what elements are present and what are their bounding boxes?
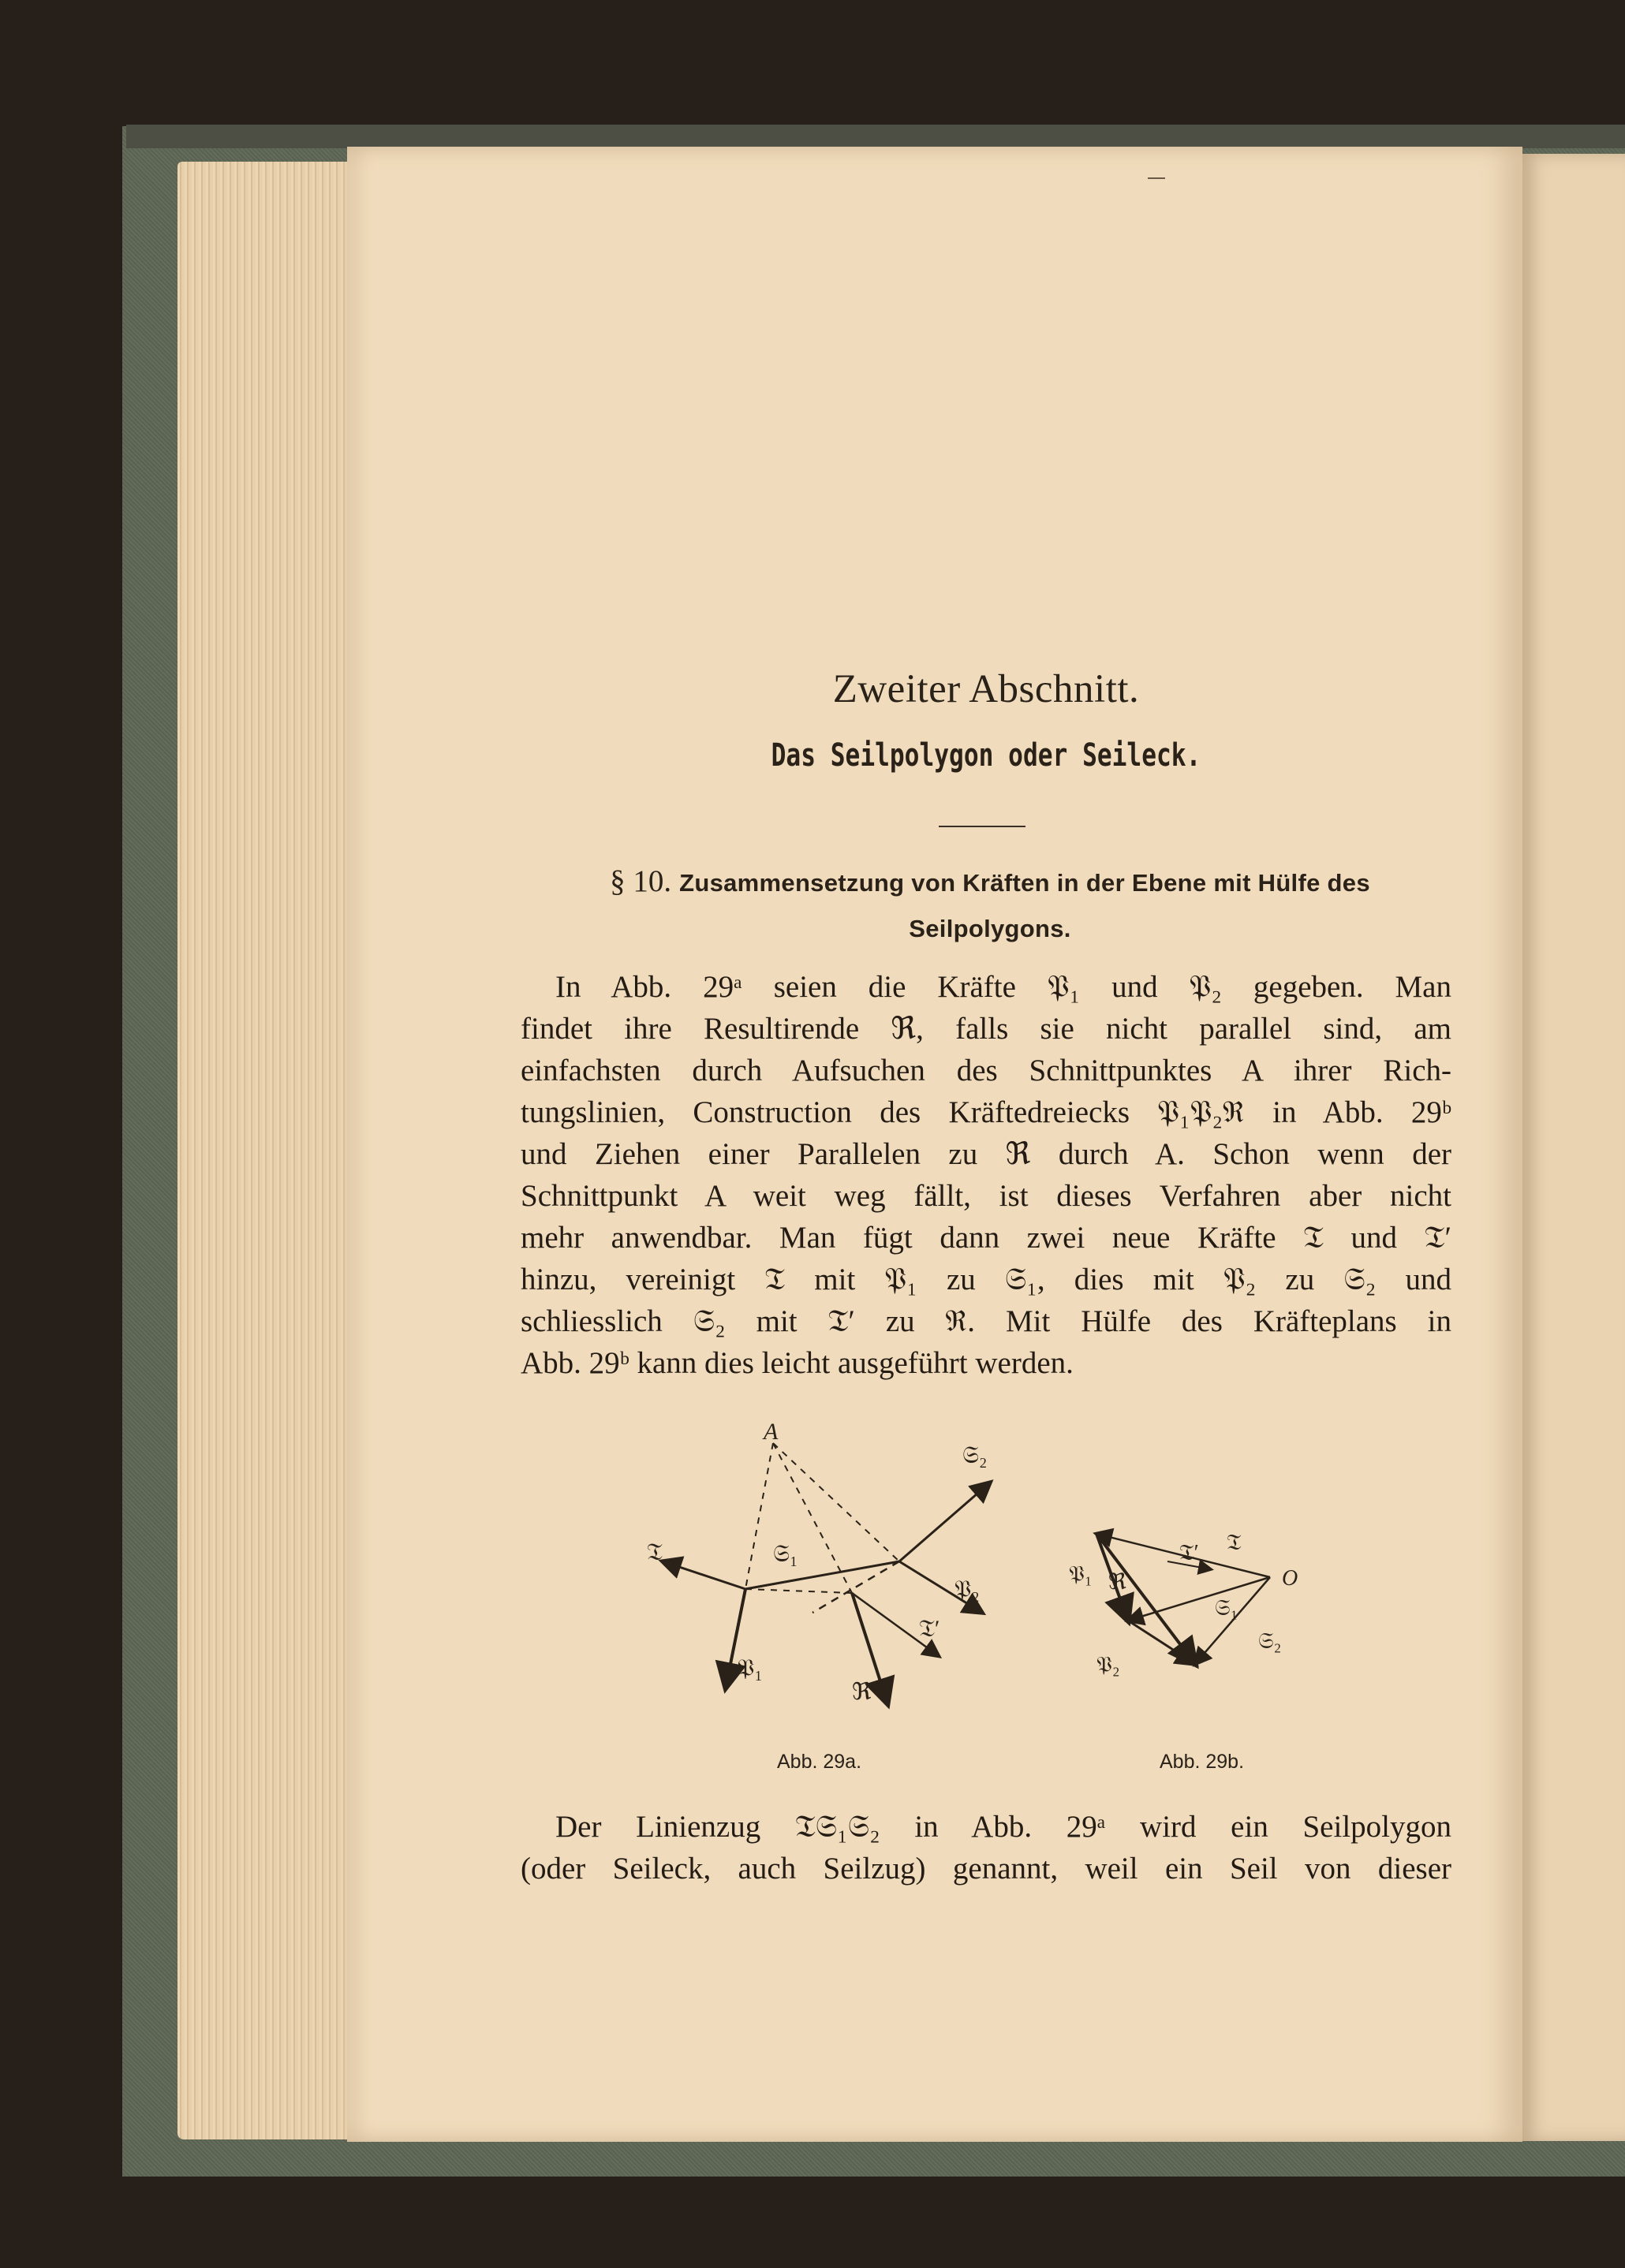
label-s2: 𝔖₂ <box>962 1442 988 1468</box>
label-p2: 𝔓₂ <box>954 1576 980 1602</box>
text-line: Schnittpunkt A weit weg fällt, ist dieses Verfahren aber nicht <box>521 1179 1451 1213</box>
paragraph-2 <box>521 1806 1451 1889</box>
book-spine-top <box>126 125 1625 148</box>
section-heading <box>529 861 1451 954</box>
rope-segment-t <box>663 1561 745 1589</box>
text-line: (oder Seileck, auch Seilzug) genannt, weil ein Seil von dieser <box>521 1852 1451 1886</box>
dashed-line <box>745 1443 773 1589</box>
section-title: Zusammensetzung von Kräften in der Ebene mit Hülfe des Seilpolygons. <box>679 869 1370 942</box>
text-line: tungslinien, Construction des Kräftedreiecks 𝔓₁𝔓₂ℜ in Abb. 29ᵇ <box>521 1095 1451 1129</box>
text-line: Abb. 29ᵇ kann dies leicht ausgeführt werden. <box>521 1346 1074 1380</box>
ray-s1 <box>1128 1577 1270 1621</box>
dashed-line <box>745 1589 852 1593</box>
label-p1: 𝔓₁ <box>1069 1562 1093 1587</box>
page-edges <box>177 162 351 2139</box>
section-number: § 10. <box>610 864 672 898</box>
label-s1: 𝔖₁ <box>1215 1596 1238 1621</box>
label-t-prime: 𝔗′ <box>1179 1541 1199 1565</box>
label-p1: 𝔓₁ <box>738 1655 763 1681</box>
text-line: und Ziehen einer Parallelen zu ℜ durch A. Schon wenn der <box>521 1137 1451 1171</box>
label-t-prime: 𝔗′ <box>919 1616 940 1642</box>
paragraph-1 <box>521 966 1451 1384</box>
text-line: Der Linienzug 𝔗𝔖₁𝔖₂ in Abb. 29ᵃ wird ein Seilpolygon <box>555 1810 1451 1844</box>
label-s1: 𝔖₁ <box>773 1541 798 1567</box>
caption-29a: Abb. 29a. <box>777 1751 862 1773</box>
chapter-title: Zweiter Abschnitt. <box>832 667 1140 711</box>
text-line: einfachsten durch Aufsuchen des Schnittpunktes A ihrer Rich- <box>521 1054 1451 1087</box>
text-line: mehr anwendbar. Man fügt dann zwei neue Kräfte 𝔗 und 𝔗′ <box>521 1221 1451 1255</box>
text-line: findet ihre Resultirende ℜ, falls sie nicht parallel sind, am <box>521 1012 1451 1046</box>
label-o: O <box>1282 1566 1298 1591</box>
page-mark <box>1148 177 1165 179</box>
label-s2: 𝔖₂ <box>1258 1629 1282 1654</box>
label-a: A <box>764 1419 779 1445</box>
adjacent-page <box>1519 154 1625 2141</box>
label-p2: 𝔓₂ <box>1096 1653 1120 1677</box>
label-r: ℜ <box>852 1679 872 1705</box>
force-p2 <box>1128 1621 1195 1664</box>
caption-29b: Abb. 29b. <box>1160 1751 1245 1773</box>
label-t: 𝔗 <box>647 1539 663 1565</box>
label-t: 𝔗 <box>1227 1531 1242 1555</box>
divider <box>939 826 1025 827</box>
rope-segment-s2 <box>899 1483 990 1561</box>
chapter-subtitle: Das Seilpolygon oder Seileck. <box>771 737 1201 774</box>
label-r: ℜ <box>1108 1570 1126 1595</box>
force-diagram <box>615 1419 1373 1735</box>
rope-segment-s1 <box>745 1561 899 1589</box>
figure-29a <box>663 1443 990 1703</box>
text-line: In Abb. 29ᵃ seien die Kräfte 𝔓₁ und 𝔓₂ gegeben. Man <box>555 970 1451 1004</box>
text-line: schliesslich 𝔖₂ mit 𝔗′ zu ℜ. Mit Hülfe des Kräfteplans in <box>521 1304 1451 1338</box>
dashed-line <box>773 1443 852 1593</box>
text-line: hinzu, vereinigt 𝔗 mit 𝔓₁ zu 𝔖₁, dies mit 𝔓₂ zu 𝔖₂ und <box>521 1263 1451 1296</box>
figure-29a-labels <box>647 1419 988 1705</box>
